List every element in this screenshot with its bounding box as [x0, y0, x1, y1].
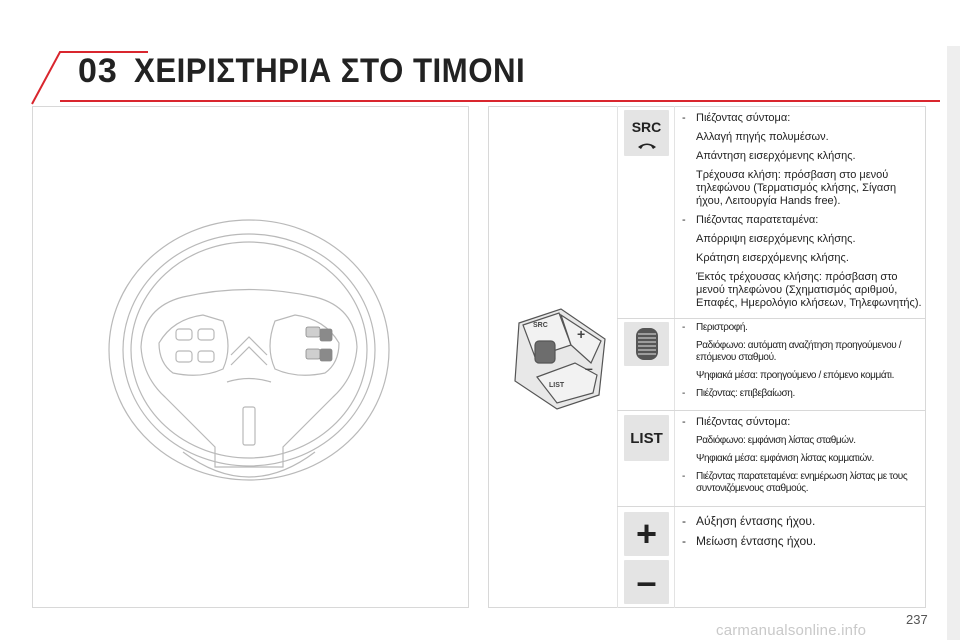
chapter-number: 03	[78, 52, 118, 90]
list-line: - Πιέζοντας σύντομα:	[682, 416, 922, 429]
plus-icon	[624, 512, 669, 556]
wheel-line: Ραδιόφωνο: αυτόματη αναζήτηση προηγούμενου / επόμενου σταθμού.	[696, 340, 902, 363]
volume-description	[682, 514, 922, 554]
row-divider	[617, 318, 926, 319]
pad-list-label: LIST	[549, 382, 565, 389]
wheel-line: Ψηφιακά μέσα: προηγούμενο / επόμενο κομμάτι.	[696, 370, 895, 381]
phone-icon	[636, 137, 658, 147]
wheel-line: - Πιέζοντας: επιβεβαίωση.	[682, 388, 922, 400]
pad-minus-label: –	[585, 360, 593, 376]
minus-icon	[624, 560, 669, 604]
volume-line: - Αύξηση έντασης ήχου.	[682, 514, 922, 528]
row-divider	[617, 506, 926, 507]
minus-icon-label: –	[636, 561, 657, 602]
src-button-icon	[624, 110, 669, 156]
list-icon-label: LIST	[630, 429, 663, 447]
src-line: Αλλαγή πηγής πολυμέσων.	[696, 131, 829, 143]
list-button-icon	[624, 415, 669, 461]
side-bar	[947, 46, 960, 640]
list-line: Ψηφιακά μέσα: εμφάνιση λίστας κομματιών.	[696, 453, 874, 464]
src-line: - Πιέζοντας σύντομα:	[682, 112, 922, 125]
wheel-description	[682, 322, 922, 406]
wheel-line: - Περιστροφή.	[682, 322, 922, 334]
pad-plus-label: +	[577, 326, 586, 342]
page-title: ΧΕΙΡΙΣΤΗΡΙΑ ΣΤΟ ΤΙΜΟΝΙ	[134, 52, 526, 90]
row-divider	[617, 410, 926, 411]
pad-src-label: SRC	[533, 322, 548, 329]
src-line: Τρέχουσα κλήση: πρόσβαση στο μενού τηλεφώνου (Τερματισμός κλήσης, Σίγαση ήχου, Λειτουργία Hands free).	[696, 169, 897, 207]
page-number: 237	[906, 612, 928, 627]
control-pad-illustration	[501, 303, 621, 413]
watermark: carmanualsonline.info	[716, 622, 867, 639]
volume-line: - Μείωση έντασης ήχου.	[682, 534, 922, 548]
list-line: Ραδιόφωνο: εμφάνιση λίστας σταθμών.	[696, 435, 856, 446]
src-line: Απάντηση εισερχόμενης κλήσης.	[696, 150, 856, 162]
header-rule	[60, 100, 940, 102]
src-description	[682, 112, 922, 316]
thumbwheel-icon	[624, 322, 669, 366]
plus-icon-label: +	[635, 513, 658, 554]
src-line: Έκτός τρέχουσας κλήσης: πρόσβαση στο μενού τηλεφώνου (Σχηματισμός αριθμού, Επαφές, Ημερολόγιο κλήσεων, Τηλεφωνητής).	[696, 271, 922, 309]
src-line: Κράτηση εισερχόμενης κλήσης.	[696, 252, 849, 264]
steering-wheel-illustration	[33, 107, 468, 607]
list-line: - Πιέζοντας παρατεταμένα: ενημέρωση λίστας με τους συντονιζόμενους σταθμούς.	[682, 471, 922, 495]
list-description	[682, 416, 922, 501]
steering-wheel-panel	[32, 106, 469, 608]
src-line: - Πιέζοντας παρατεταμένα:	[682, 214, 922, 227]
src-icon-label: SRC	[631, 119, 662, 135]
src-line: Απόρριψη εισερχόμενης κλήσης.	[696, 233, 856, 245]
